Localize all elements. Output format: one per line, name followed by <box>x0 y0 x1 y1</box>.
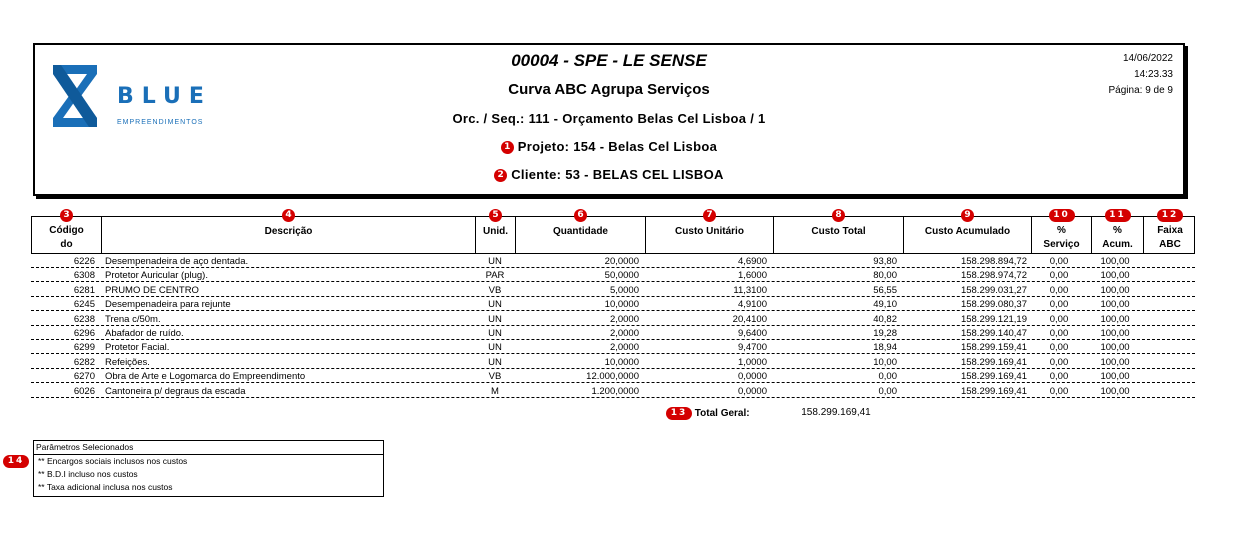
cell-unid: UN <box>488 328 502 339</box>
cell-acum: 100,00 <box>1100 371 1130 383</box>
cell-total: 19,28 <box>873 328 897 339</box>
column-header-custo-acumulado <box>904 210 1032 253</box>
param-item: ** Encargos sociais inclusos nos custos <box>38 456 188 466</box>
column-header-label-line2: do <box>60 239 73 250</box>
annotation-badge-11: 11 <box>1105 209 1131 222</box>
cell-unitario: 4,9100 <box>737 299 767 311</box>
cell-quantidade: 50,0000 <box>604 270 639 282</box>
column-header-label: Faixa <box>1157 225 1183 236</box>
total-value: 158.299.169,41 <box>801 407 871 418</box>
annotation-badge-9: 9 <box>961 209 974 222</box>
cell-acum: 100,00 <box>1100 284 1130 296</box>
cell-codigo: 6270 <box>73 371 95 383</box>
cell-acum: 100,00 <box>1100 256 1130 267</box>
report-time: 14:23.33 <box>1134 69 1173 80</box>
cell-acumulado: 158.299.169,41 <box>960 385 1027 397</box>
cell-total: 93,80 <box>873 256 897 267</box>
orc-value: 111 - Orçamento Belas Cel Lisboa / 1 <box>528 111 766 126</box>
cell-codigo: 6281 <box>73 284 95 296</box>
cell-codigo: 6282 <box>73 356 95 368</box>
cliente-line <box>35 167 1183 182</box>
cell-descricao: PRUMO DE CENTRO <box>105 284 199 296</box>
column-header-unid <box>476 210 516 253</box>
cell-total: 56,55 <box>873 284 897 296</box>
cell-servico: 0,00 <box>1049 371 1069 383</box>
cell-acumulado: 158.299.121,19 <box>960 313 1027 325</box>
annotation-badge-12: 12 <box>1157 209 1183 222</box>
cell-servico: 0,00 <box>1049 328 1069 339</box>
cell-acum: 100,00 <box>1100 356 1130 368</box>
table-row <box>31 270 1195 282</box>
cell-descricao: Obra de Arte e Logomarca do Empreendimento <box>105 371 306 383</box>
cell-acum: 100,00 <box>1100 328 1130 339</box>
cell-servico: 0,00 <box>1049 385 1069 397</box>
table-row <box>31 285 1195 297</box>
table-row <box>31 299 1195 311</box>
cell-unitario: 1,0000 <box>737 356 767 368</box>
cell-codigo: 6226 <box>73 256 95 267</box>
cell-servico: 0,00 <box>1049 256 1069 267</box>
cell-unid: UN <box>488 342 502 354</box>
cell-unitario: 9,4700 <box>737 342 767 354</box>
column-header-faixa-abc <box>1144 210 1196 253</box>
annotation-badge-3: 3 <box>60 209 73 222</box>
annotation-badge-1: 1 <box>501 141 514 154</box>
cell-codigo: 6308 <box>73 270 95 282</box>
params-title: Parâmetros Selecionados <box>34 441 383 455</box>
column-header-label: % <box>1057 225 1066 236</box>
cell-acumulado: 158.298.894,72 <box>960 256 1027 267</box>
cell-unitario: 0,0000 <box>737 371 767 383</box>
cell-unid: VB <box>488 371 502 383</box>
cell-unid: M <box>491 385 499 397</box>
cell-descricao: Abafador de ruído. <box>105 328 184 339</box>
cell-total: 0,00 <box>878 371 897 383</box>
param-item: ** B.D.I incluso nos custos <box>38 469 138 479</box>
cell-total: 0,00 <box>878 385 897 397</box>
column-header-label: Código <box>49 225 84 236</box>
annotation-badge-8: 8 <box>832 209 845 222</box>
cell-servico: 0,00 <box>1049 342 1069 354</box>
orc-label: Orc. / Seq.: <box>452 111 525 126</box>
annotation-badge-7: 7 <box>703 209 716 222</box>
cell-unitario: 4,6900 <box>737 256 767 267</box>
annotation-badge-6: 6 <box>574 209 587 222</box>
cell-descricao: Protetor Facial. <box>105 342 170 354</box>
cell-descricao: Desempenadeira de aço dentada. <box>105 256 249 267</box>
cell-descricao: Cantoneira p/ degraus da escada <box>105 385 246 397</box>
cell-acumulado: 158.299.031,27 <box>960 284 1027 296</box>
report-header <box>33 43 1185 196</box>
column-header-label: Custo Total <box>811 226 866 237</box>
cell-quantidade: 20,0000 <box>604 256 639 267</box>
cell-acum: 100,00 <box>1100 270 1130 282</box>
cell-descricao: Protetor Auricular (plug). <box>105 270 208 282</box>
cell-total: 10,00 <box>873 356 897 368</box>
cell-unid: UN <box>488 256 502 267</box>
table-row <box>31 371 1195 383</box>
cell-total: 80,00 <box>873 270 897 282</box>
param-item: ** Taxa adicional inclusa nos custos <box>38 482 173 492</box>
column-header-pct-servico <box>1032 210 1092 253</box>
table-row <box>31 256 1195 268</box>
cell-servico: 0,00 <box>1049 313 1069 325</box>
logo-word: BLUE <box>117 84 212 109</box>
cell-descricao: Refeições. <box>105 356 150 368</box>
cell-servico: 0,00 <box>1049 270 1069 282</box>
column-header-pct-acum <box>1092 210 1144 253</box>
report-meta <box>1109 51 1174 99</box>
cell-acumulado: 158.299.169,41 <box>960 356 1027 368</box>
page-number: Página: 9 de 9 <box>1108 85 1173 96</box>
cliente-text: Cliente: 53 - BELAS CEL LISBOA <box>511 167 724 182</box>
cell-codigo: 6245 <box>73 299 95 311</box>
column-header-label-line2: Serviço <box>1043 239 1080 250</box>
projeto-text: Projeto: 154 - Belas Cel Lisboa <box>517 139 718 154</box>
column-header-label-line2: Acum. <box>1102 239 1133 250</box>
report-subtitle: Curva ABC Agrupa Serviços <box>508 81 710 98</box>
cell-codigo: 6296 <box>73 328 95 339</box>
cell-quantidade: 2,0000 <box>609 313 639 325</box>
column-header-label: Quantidade <box>552 226 608 237</box>
column-header-label-line2: ABC <box>1159 239 1181 250</box>
cell-servico: 0,00 <box>1049 356 1069 368</box>
cell-acumulado: 158.299.169,41 <box>960 371 1027 383</box>
cell-unid: UN <box>488 356 502 368</box>
cell-unitario: 1,6000 <box>737 270 767 282</box>
annotation-badge-14: 14 <box>3 455 29 468</box>
cell-codigo: 6299 <box>73 342 95 354</box>
cell-total: 49,10 <box>873 299 897 311</box>
column-header-label: Descrição <box>264 226 313 237</box>
report-title: 00004 - SPE - LE SENSE <box>511 51 707 70</box>
cell-quantidade: 5,0000 <box>609 284 639 296</box>
total-label-group <box>666 407 750 420</box>
cell-acum: 100,00 <box>1100 385 1130 397</box>
cell-codigo: 6238 <box>73 313 95 325</box>
cell-acum: 100,00 <box>1100 299 1130 311</box>
annotation-badge-10: 10 <box>1049 209 1075 222</box>
orc-seq-line <box>35 111 1183 126</box>
table-row <box>31 328 1195 340</box>
cell-quantidade: 1.200,0000 <box>591 385 639 397</box>
selected-parameters-box <box>33 440 384 497</box>
cell-descricao: Desempenadeira para rejunte <box>105 299 231 311</box>
cell-unid: PAR <box>485 270 505 282</box>
cell-quantidade: 2,0000 <box>609 342 639 354</box>
table-row <box>31 342 1195 354</box>
cell-quantidade: 10,0000 <box>604 299 639 311</box>
column-header-quantidade <box>516 210 646 253</box>
annotation-badge-13: 13 <box>666 407 692 420</box>
cell-acumulado: 158.298.974,72 <box>960 270 1027 282</box>
cell-descricao: Trena c/50m. <box>105 313 161 325</box>
cell-unitario: 11,3100 <box>733 284 767 296</box>
cell-acumulado: 158.299.140,47 <box>960 328 1027 339</box>
cell-servico: 0,00 <box>1049 284 1069 296</box>
cell-total: 18,94 <box>873 342 897 354</box>
table-row <box>31 386 1195 398</box>
annotation-badge-2: 2 <box>494 169 507 182</box>
column-header-custo-unitario <box>646 210 774 253</box>
cell-acum: 100,00 <box>1100 313 1130 325</box>
column-header-label: Custo Unitário <box>675 226 744 237</box>
cell-unitario: 20,4100 <box>732 313 767 325</box>
report-date: 14/06/2022 <box>1122 53 1173 64</box>
cell-total: 40,82 <box>873 313 897 325</box>
cell-unid: VB <box>488 284 502 296</box>
column-header-label: % <box>1113 225 1122 236</box>
column-header-codigo <box>32 210 102 253</box>
cell-codigo: 6026 <box>73 385 95 397</box>
column-header-label: Unid. <box>483 226 508 237</box>
cell-quantidade: 12.000,0000 <box>586 371 639 383</box>
cell-quantidade: 10,0000 <box>604 356 639 368</box>
cell-acum: 100,00 <box>1100 342 1130 354</box>
column-header-descricao <box>102 210 476 253</box>
projeto-line <box>35 139 1183 154</box>
cell-unitario: 0,0000 <box>737 385 767 397</box>
cell-quantidade: 2,0000 <box>609 328 639 339</box>
table-row <box>31 314 1195 326</box>
total-label: Total Geral: <box>694 408 750 420</box>
annotation-badge-5: 5 <box>489 209 502 222</box>
cell-acumulado: 158.299.159,41 <box>960 342 1027 354</box>
cell-acumulado: 158.299.080,37 <box>960 299 1027 311</box>
cell-unid: UN <box>488 299 502 311</box>
logo-subtext: EMPREENDIMENTOS <box>117 119 204 126</box>
cell-servico: 0,00 <box>1049 299 1069 311</box>
cell-unitario: 9,6400 <box>737 328 767 339</box>
column-header-label: Custo Acumulado <box>924 226 1011 237</box>
table-row <box>31 357 1195 369</box>
column-header-custo-total <box>774 210 904 253</box>
table-header <box>31 210 1195 254</box>
cell-unid: UN <box>488 313 502 325</box>
annotation-badge-4: 4 <box>282 209 295 222</box>
